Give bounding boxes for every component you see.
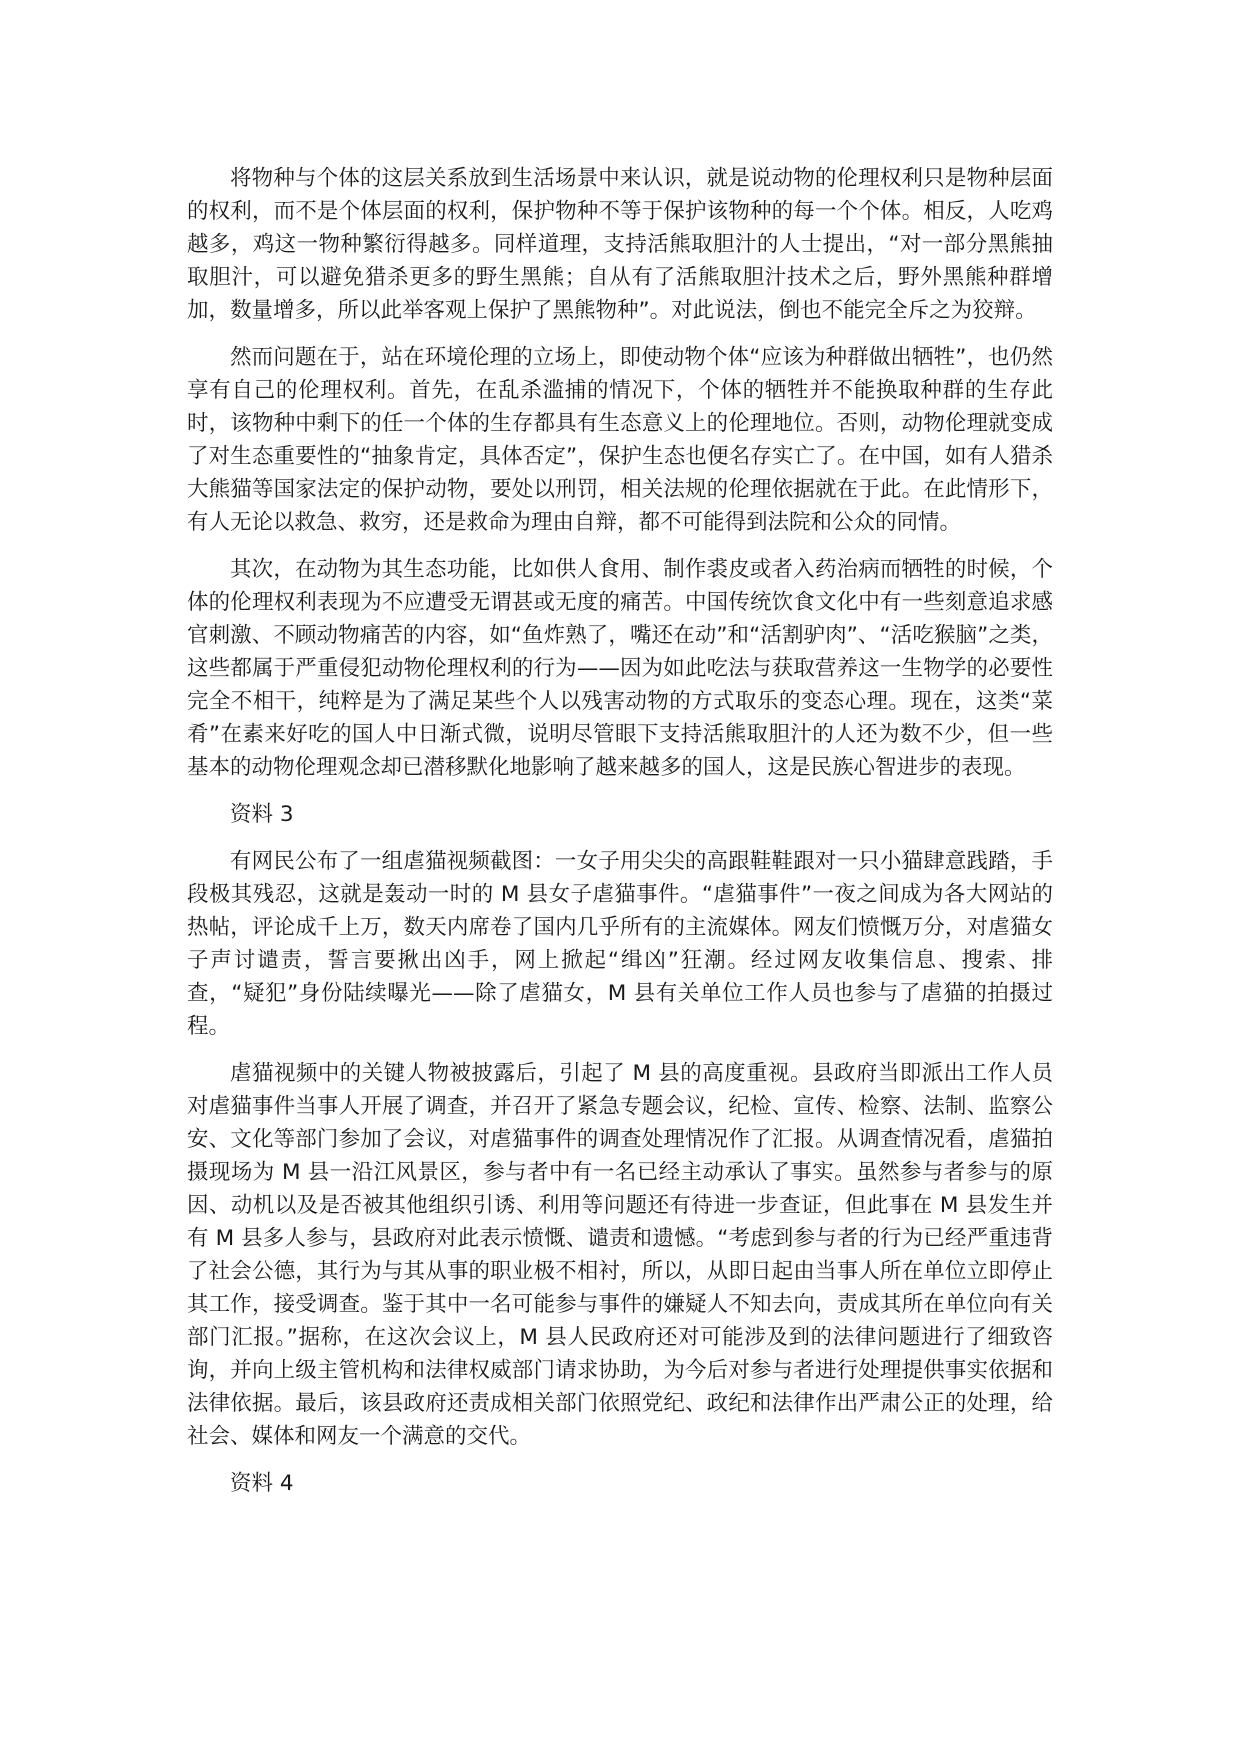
paragraph-ethics-rights: 然而问题在于，站在环境伦理的立场上，即使动物个体“应该为种群做出牺牲”，也仍然享有自己的伦理权利。首先，在乱杀滥捕的情况下，个体的牺牲并不能换取种群的生存此时，该物种中剩下的任一个体的生存都具有生态意义上的伦理地位。否则，动物伦理就变成了对生态重要性的“抽象肯定，具体否定”，保护生态也便名存实亡了。在中国，如有人猎杀大熊猫等国家法定的保护动物，要处以刑罚，相关法规的伦理依据就在于此。在此情形下，有人无论以救急、救穷，还是救命为理由自辩，都不可能得到法院和公众的同情。 — [187, 345, 1053, 535]
paragraph-species-individual: 将物种与个体的这层关系放到生活场景中来认识，就是说动物的伦理权利只是物种层面的权利，而不是个体层面的权利，保护物种不等于保护该物种的每一个个体。相反，人吃鸡越多，鸡这一物种繁衍得越多。同样道理，支持活熊取胆汁的人士提出，“对一部分黑熊抽取胆汁，可以避免猎杀更多的野生黑熊；自从有了活熊取胆汁技术之后，野外黑熊种群增加，数量增多，所以此举客观上保护了黑熊物种”。对此说法，倒也不能完全斥之为狡辩。 — [187, 166, 1053, 323]
paragraph-county-response: 虐猫视频中的关键人物被披露后，引起了 M 县的高度重视。县政府当即派出工作人员对虐猫事件当事人开展了调查，并召开了紧急专题会议，纪检、宣传、检察、法制、监察公安、文化等部门参加了会议，对虐猫事件的调查处理情况作了汇报。从调查情况看，虐猫拍摄现场为 M 县一沿江风景区，参与者中有一名已经主动承认了事实。虽然参与者参与的原因、动机以及是否被其他组织引诱、利用等问题还有待进一步查证，但此事在 M 县发生并有 M 县多人参与，县政府对此表示愤慨、谴责和遗憾。“考虑到参与者的行为已经严重违背了社会公德，其行为与其从事的职业极不相衬，所以，从即日起由当事人所在单位立即停止其工作，接受调查。鉴于其中一名可能参与事件的嫌疑人不知去向，责成其所在单位向有关部门汇报。”据称，在这次会议上，M 县人民政府还对可能涉及到的法律问题进行了细致咨询，并向上级主管机构和法律权威部门请求协助，为今后对参与者进行处理提供事实依据和法律依据。最后，该县政府还责成相关部门依照党纪、政纪和法律作出严肃公正的处理，给社会、媒体和网友一个满意的交代。 — [187, 1061, 1053, 1449]
paragraph-animal-suffering: 其次，在动物为其生态功能，比如供人食用、制作裘皮或者入药治病而牺牲的时候，个体的伦理权利表现为不应遭受无谓甚或无度的痛苦。中国传统饮食文化中有一些刻意追求感官刺激、不顾动物痛苦的内容，如“鱼炸熟了，嘴还在动”和“活割驴肉”、“活吃猴脑”之类，这些都属于严重侵犯动物伦理权利的行为——因为如此吃法与获取营养这一生物学的必要性完全不相干，纯粹是为了满足某些个人以残害动物的方式取乐的变态心理。现在，这类“菜肴”在素来好吃的国人中日渐式微，说明尽管眼下支持活熊取胆汁的人还为数不少，但一些基本的动物伦理观念却已潜移默化地影响了越来越多的国人，这是民族心智进步的表现。 — [187, 557, 1053, 780]
document-page — [187, 162, 1053, 1514]
paragraph-cat-abuse-event: 有网民公布了一组虐猫视频截图：一女子用尖尖的高跟鞋鞋跟对一只小猫肆意践踏，手段极其残忍，这就是轰动一时的 M 县女子虐猫事件。“虐猫事件”一夜之间成为各大网站的热帖，评论成千上万，数天内席卷了国内几乎所有的主流媒体。网友们愤慨万分，对虐猫女子声讨谴责，誓言要揪出凶手，网上掀起“缉凶”狂潮。经过网友收集信息、搜索、排查，“疑犯”身份陆续曝光——除了虐猫女，M 县有关单位工作人员也参与了虐猫的拍摄过程。 — [187, 849, 1053, 1039]
section-heading-material-4: 资料 4 — [230, 1471, 294, 1496]
section-heading-material-3: 资料 3 — [230, 802, 294, 827]
